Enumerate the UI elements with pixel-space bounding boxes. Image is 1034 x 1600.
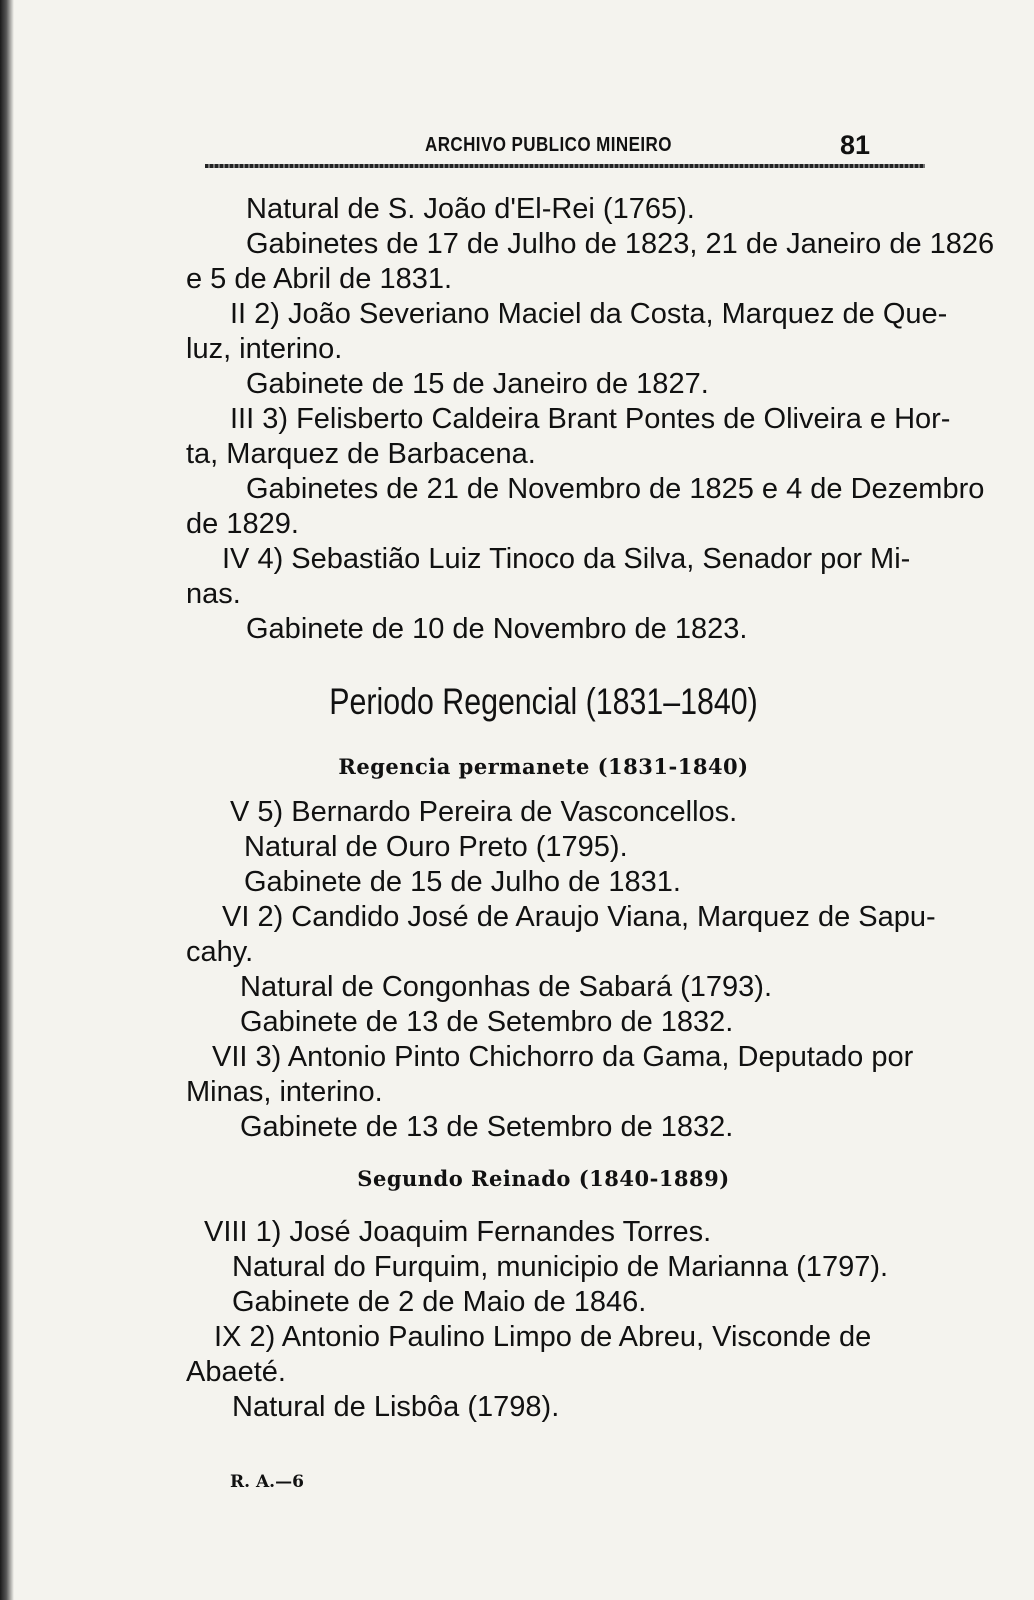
- text-line: Natural de S. João d'El-Rei (1765).: [246, 193, 695, 225]
- text-line: V 5) Bernardo Pereira de Vasconcellos.: [230, 796, 738, 828]
- text-line: II 2) João Severiano Maciel da Costa, Marquez de Que-: [230, 298, 948, 330]
- section-subheading: Regencia permanete (1831-1840): [338, 754, 749, 779]
- text-line: Gabinetes de 17 de Julho de 1823, 21 de Janeiro de 1826: [246, 228, 995, 260]
- text-line: Gabinete de 15 de Julho de 1831.: [244, 866, 681, 898]
- text-line: III 3) Felisberto Caldeira Brant Pontes de Oliveira e Hor-: [230, 403, 951, 435]
- header-rule: [205, 164, 925, 168]
- section-subheading: Segundo Reinado (1840-1889): [357, 1166, 730, 1191]
- text-line: nas.: [186, 578, 241, 610]
- text-line: e 5 de Abril de 1831.: [186, 263, 453, 295]
- text-line: Gabinetes de 21 de Novembro de 1825 e 4 de Dezembro: [246, 473, 985, 505]
- text-line: Natural de Ouro Preto (1795).: [244, 831, 628, 863]
- text-line: Natural do Furquim, municipio de Marianna (1797).: [232, 1251, 889, 1283]
- text-line: Gabinete de 2 de Maio de 1846.: [232, 1286, 647, 1318]
- header-title: ARCHIVO PUBLICO MINEIRO: [425, 134, 672, 156]
- section-heading: Periodo Regencial (1831–1840): [329, 681, 758, 722]
- page-binding-edge: [0, 0, 14, 1600]
- running-header: [205, 128, 925, 168]
- text-line: Minas, interino.: [186, 1076, 383, 1108]
- page-number: 81: [840, 130, 871, 160]
- text-line: Gabinete de 13 de Setembro de 1832.: [240, 1111, 734, 1143]
- text-line: cahy.: [186, 936, 254, 968]
- text-line: Gabinete de 10 de Novembro de 1823.: [246, 613, 748, 645]
- signature-mark: R. A.—6: [230, 1472, 304, 1492]
- text-line: de 1829.: [186, 508, 299, 540]
- text-line: VIII 1) José Joaquim Fernandes Torres.: [204, 1216, 712, 1248]
- text-line: IV 4) Sebastião Luiz Tinoco da Silva, Senador por Mi-: [222, 543, 911, 575]
- text-line: Gabinete de 15 de Janeiro de 1827.: [246, 368, 709, 400]
- text-line: ta, Marquez de Barbacena.: [186, 438, 536, 470]
- body-text: [186, 192, 995, 1425]
- text-line: VII 3) Antonio Pinto Chichorro da Gama, Deputado por: [212, 1041, 914, 1073]
- text-line: VI 2) Candido José de Araujo Viana, Marquez de Sapu-: [222, 901, 936, 933]
- text-line: Natural de Lisbôa (1798).: [232, 1391, 560, 1423]
- text-line: Abaeté.: [186, 1356, 286, 1388]
- text-line: Natural de Congonhas de Sabará (1793).: [240, 971, 773, 1003]
- text-line: Gabinete de 13 de Setembro de 1832.: [240, 1006, 734, 1038]
- text-line: luz, interino.: [186, 333, 343, 365]
- text-line: IX 2) Antonio Paulino Limpo de Abreu, Visconde de: [214, 1321, 872, 1353]
